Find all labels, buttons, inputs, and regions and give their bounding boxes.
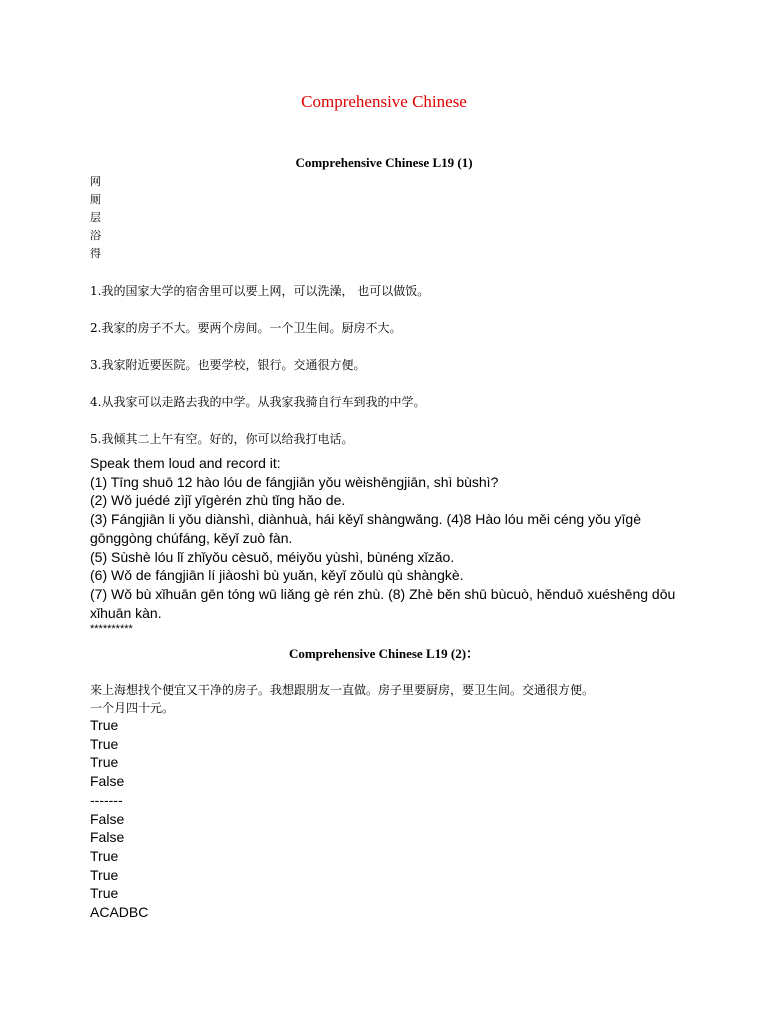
- document-title: Comprehensive Chinese: [301, 92, 467, 111]
- vocab-char: 网: [90, 175, 101, 188]
- passage: [90, 681, 690, 717]
- pinyin-line: (2) Wǒ juédé zìjǐ yīgèrén zhù tǐng hǎo de.: [90, 492, 346, 509]
- passage-line: 一个月四十元。: [90, 701, 175, 715]
- vocab-char: 厕: [90, 193, 101, 206]
- answer-list: [90, 716, 690, 922]
- answer-key: ACADBC: [90, 904, 149, 921]
- answer-item: False: [90, 829, 125, 846]
- answer-item: True: [90, 866, 119, 883]
- pinyin-line: (6) Wǒ de fángjiān lí jiàoshì bù yuǎn, kěyǐ zǒulù qù shàngkè.: [90, 567, 464, 584]
- vocab-char-list: [90, 173, 690, 263]
- pinyin-block: [90, 454, 690, 636]
- answer-item: True: [90, 735, 119, 752]
- pinyin-line: xǐhuān kàn.: [90, 604, 162, 621]
- sentence: 2.我家的房子不大。要两个房间。一个卫生间。厨房不大。: [90, 321, 402, 335]
- pinyin-line: Speak them loud and record it:: [90, 455, 281, 471]
- section-2-title: Comprehensive Chinese L19 (2)：: [288, 646, 480, 661]
- answer-item: False: [90, 773, 125, 790]
- pinyin-line: (3) Fángjiān li yǒu diànshì, diànhuà, hái kěyǐ shàngwǎng. (4)8 Hào lóu měi céng yǒu yīgè: [90, 511, 641, 528]
- pinyin-line: gōnggòng chúfáng, kěyǐ zuò fàn.: [90, 529, 293, 546]
- passage-line: 来上海想找个便宜又干净的房子。我想跟朋友一直做。房子里要厨房，要卫生间。交通很方便。: [90, 683, 595, 697]
- sentence-list: [90, 282, 690, 448]
- pinyin-line: (1) Tīng shuō 12 hào lóu de fángjiān yǒu wèishēngjiān, shì bùshì?: [90, 473, 499, 490]
- sentence: 1.我的国家大学的宿舍里可以要上网，可以洗澡， 也可以做饭。: [90, 284, 430, 298]
- answer-item: True: [90, 717, 119, 733]
- vocab-char: 浴: [90, 229, 101, 242]
- answer-item: True: [90, 847, 119, 864]
- answer-item: True: [90, 885, 119, 902]
- separator-stars: **********: [90, 623, 133, 636]
- section-1-title: Comprehensive Chinese L19 (1): [295, 155, 473, 170]
- vocab-char: 得: [90, 247, 101, 260]
- vocab-char: 层: [90, 211, 101, 224]
- answer-separator: -------: [90, 791, 123, 808]
- sentence: 3.我家附近要医院。也要学校，银行。交通很方便。: [90, 358, 366, 372]
- sentence: 4.从我家可以走路去我的中学。从我家我骑自行车到我的中学。: [90, 395, 426, 409]
- sentence: 5.我倾其二上午有空。好的，你可以给我打电话。: [90, 432, 354, 446]
- answer-item: True: [90, 754, 119, 771]
- pinyin-line: (7) Wǒ bù xǐhuān gēn tóng wū liǎng gè rén zhù. (8) Zhè běn shū bùcuò, hěnduō xuéshēng dōu: [90, 585, 676, 602]
- pinyin-line: (5) Sùshè lóu lǐ zhǐyǒu cèsuǒ, méiyǒu yùshì, bùnéng xǐzǎo.: [90, 548, 455, 565]
- answer-item: False: [90, 810, 125, 827]
